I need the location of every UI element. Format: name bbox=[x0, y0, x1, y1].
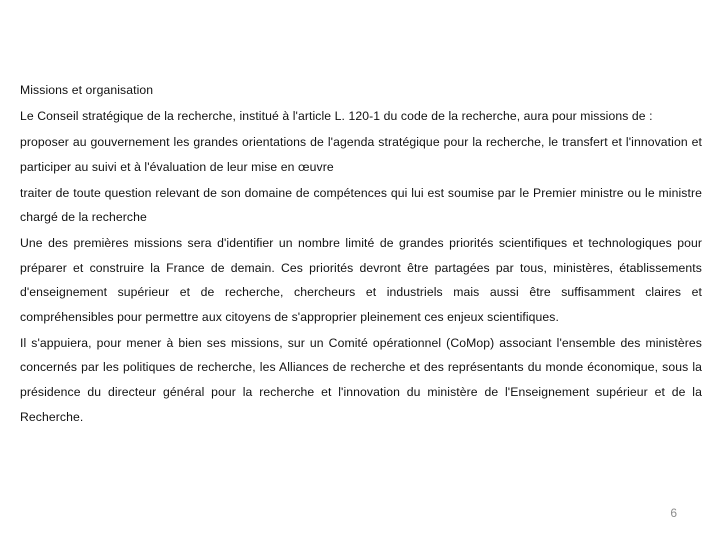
page-number: 6 bbox=[670, 506, 677, 520]
slide-content bbox=[20, 78, 702, 431]
intro-paragraph: Le Conseil stratégique de la recherche, institué à l'article L. 120-1 du code de la recherche, aura pour missions de : bbox=[20, 108, 653, 123]
priorities-paragraph: Une des premières missions sera d'identifier un nombre limité de grandes priorités scientifiques et technologiques pour préparer et construire la France de demain. Ces priorités devront être partagées par tous, ministères, établissements d'enseignement supérieur et de recherche, chercheurs et industriels mais aussi être suffisamment claires et compréhensibles pour permettre aux citoyens de s'approprier pleinement ces enjeux scientifiques. bbox=[20, 236, 702, 324]
mission-paragraph-1: proposer au gouvernement les grandes orientations de l'agenda stratégique pour la recherche, le transfert et l'innovation et participer au suivi et à l'évaluation de leur mise en œuvre bbox=[20, 134, 702, 174]
comop-paragraph: Il s'appuiera, pour mener à bien ses missions, sur un Comité opérationnel (CoMop) associant l'ensemble des ministères concernés par les politiques de recherche, les Alliances de recherche et des représentants du monde économique, sous la présidence du directeur général pour la recherche et l'innovation du ministère de l'Enseignement supérieur et de la Recherche. bbox=[20, 335, 702, 424]
mission-paragraph-2: traiter de toute question relevant de son domaine de compétences qui lui est soumise par le Premier ministre ou le ministre chargé de la recherche bbox=[20, 185, 702, 225]
section-heading: Missions et organisation bbox=[20, 83, 154, 97]
